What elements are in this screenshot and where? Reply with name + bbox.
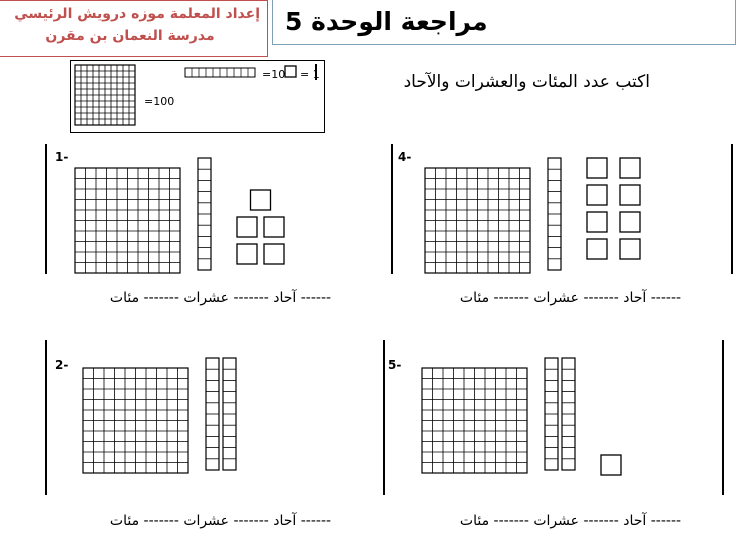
ten-rod bbox=[198, 158, 211, 270]
credit-school: مدرسة النعمان بن مقرن bbox=[45, 28, 215, 44]
problem-label: 2- bbox=[55, 358, 69, 372]
divider-line bbox=[391, 144, 393, 274]
one-cube bbox=[601, 455, 621, 475]
answer-line-5[interactable]: ------ آحاد ------- عشرات ------- مئات bbox=[459, 513, 682, 529]
ten-rod bbox=[206, 358, 219, 470]
divider-line bbox=[45, 340, 47, 495]
hundred-block bbox=[83, 368, 188, 473]
one-cube bbox=[620, 185, 640, 205]
one-cube bbox=[587, 239, 607, 259]
answer-line-4[interactable]: ------ آحاد ------- عشرات ------- مئات bbox=[459, 290, 682, 306]
one-cube bbox=[620, 212, 640, 232]
hundred-block bbox=[422, 368, 527, 473]
answer-line-2[interactable]: ------ آحاد ------- عشرات ------- مئات bbox=[109, 513, 332, 529]
one-cube bbox=[587, 158, 607, 178]
one-cube bbox=[587, 212, 607, 232]
one-cube bbox=[587, 185, 607, 205]
page-title: مراجعة الوحدة 5 bbox=[285, 7, 488, 36]
problem-1-blocks bbox=[70, 150, 370, 275]
legend-hundred-label: =100 bbox=[144, 95, 175, 108]
instruction-text: اكتب عدد المئات والعشرات والآحاد bbox=[403, 72, 650, 92]
problem-label: 4- bbox=[398, 150, 412, 164]
one-cube bbox=[620, 239, 640, 259]
problem-5-blocks bbox=[417, 350, 717, 500]
problem-2-blocks bbox=[78, 350, 378, 500]
divider-line bbox=[731, 144, 733, 274]
one-cube bbox=[264, 217, 284, 237]
legend-one-label: = 1 bbox=[300, 68, 320, 81]
legend-ten-label: =10 bbox=[262, 68, 286, 81]
problem-4-blocks bbox=[420, 150, 720, 275]
hundred-block bbox=[425, 168, 530, 273]
hundred-block bbox=[75, 65, 135, 125]
ten-rod bbox=[562, 358, 575, 470]
divider-line bbox=[722, 340, 724, 495]
one-cube bbox=[237, 217, 257, 237]
credit-teacher: إعداد المعلمة موزه درويش الرئيسي bbox=[14, 6, 260, 22]
ten-rod bbox=[548, 158, 561, 270]
one-cube bbox=[620, 158, 640, 178]
ten-rod bbox=[223, 358, 236, 470]
legend-figure bbox=[70, 60, 325, 133]
one-cube bbox=[251, 190, 271, 210]
divider-line bbox=[383, 340, 385, 495]
ten-rod bbox=[545, 358, 558, 470]
one-cube bbox=[264, 244, 284, 264]
problem-label: 5- bbox=[388, 358, 402, 372]
divider-line bbox=[45, 144, 47, 274]
ten-rod bbox=[185, 68, 255, 77]
hundred-block bbox=[75, 168, 180, 273]
one-cube bbox=[285, 66, 296, 77]
one-cube bbox=[237, 244, 257, 264]
answer-line-1[interactable]: ------ آحاد ------- عشرات ------- مئات bbox=[109, 290, 332, 306]
problem-label: 1- bbox=[55, 150, 69, 164]
